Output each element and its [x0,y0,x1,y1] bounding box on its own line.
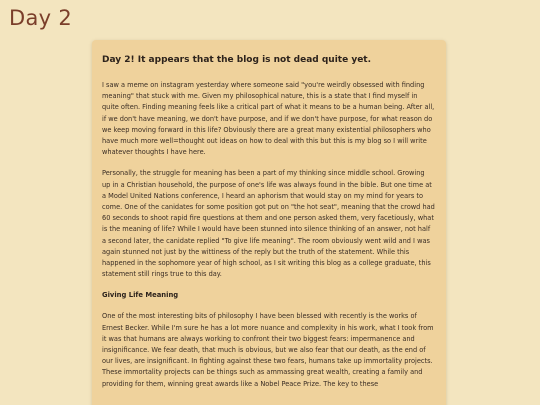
page-title: Day 2 [9,6,73,30]
post-paragraph: I saw a meme on instagram yesterday where someone said "you're weirdly obsessed with finding meaning" that stuck with me. Given my philosophical nature, this is a state that I find myself in quite often. Finding meaning feels like a critical part of what it means to be a human being. After all, if we don't have meaning, we don't have purpose, and if we don't have purpose, for what reason do we keep moving forward in this life? Obviously there are a great many existential philosophers who have much more well=thought out ideas on how to deal with this but this is my blog so I will write whatever thoughts I have here. [102,81,435,157]
blog-post-card [92,40,446,405]
post-paragraph: Personally, the struggle for meaning has been a part of my thinking since middle school. Growing up in a Christian household, the purpose of one's life was always found in the bible. But one time at a Model United Nations conference, I heard an aphorism that would stay on my mind for years to come. One of the canidates for some position got put on "the hot seat", meaning that the crowd had 60 seconds to shoot rapid fire questions at them and one person asked them, very facetiously, what is the meaning of life? While I would have been stunned into silence thinking of an answer, not half a second later, the canidate replied "To give life meaning". The room obviously went wild and I was again stunned not just by the wittiness of the reply but the truth of the statement. While this happened in the sophomore year of high school, as I sit writing this blog as a college graduate, this statement still rings true to this day. [102,169,435,279]
post-paragraph: One of the most interesting bits of philosophy I have been blessed with recently is the works of Ernest Becker. While I'm sure he has a lot more nuance and complexity in his work, what I took from it was that humans are always working to confront their two biggest fears: impermanence and insignificance. We fear death, that much is obvious, but we also fear that our death, as the end of our lives, are insignificant. In fighting against these two fears, humans take up immortality projects. These immortality projects can be things such as ammassing great wealth, creating a family and providing for them, winning great awards like a Nobel Peace Prize. The key to these [102,312,434,388]
section-heading: Giving Life Meaning [102,291,179,300]
post-title: Day 2! It appears that the blog is not dead quite yet. [102,55,372,65]
